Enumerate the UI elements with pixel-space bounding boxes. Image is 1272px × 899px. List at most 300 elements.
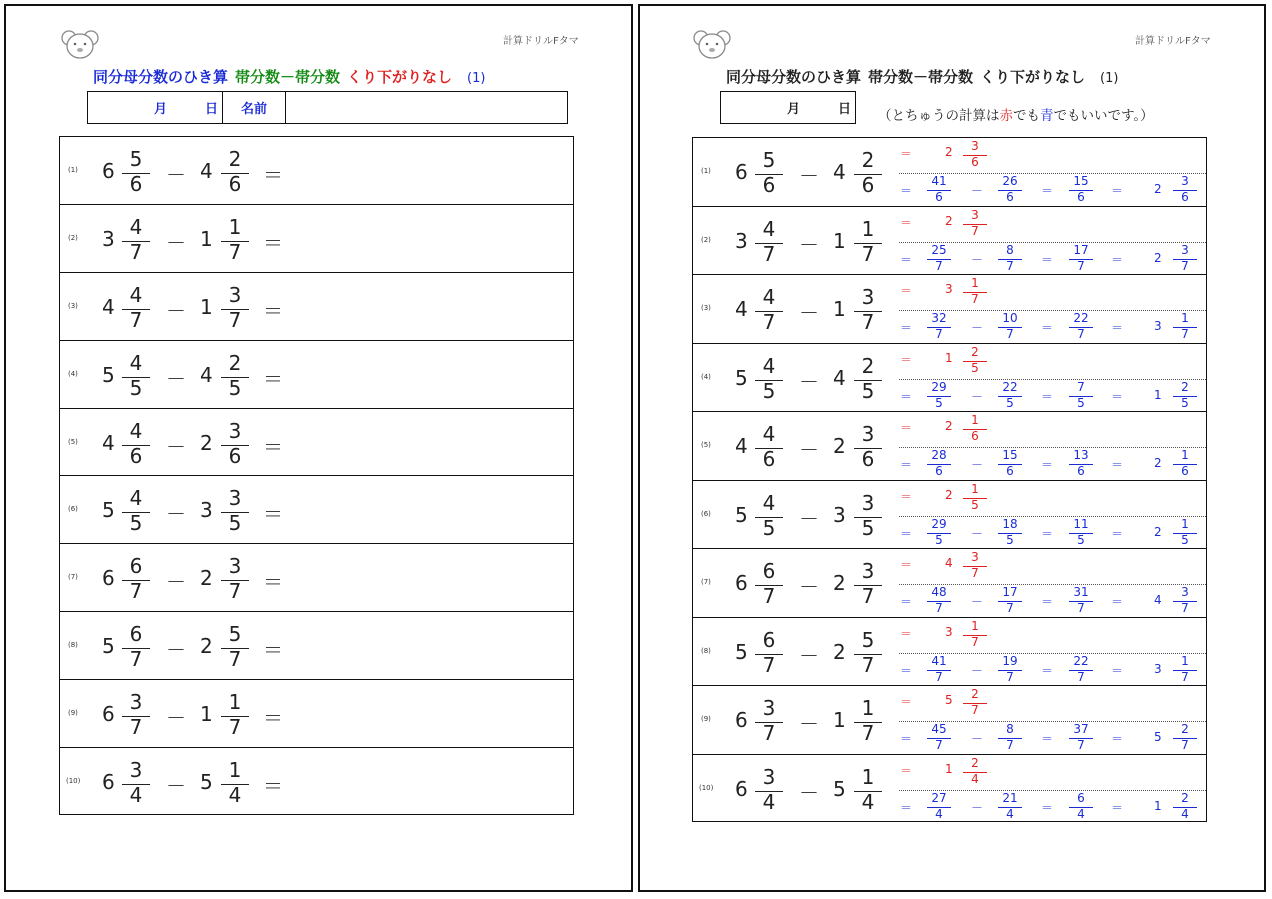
blue-equals: ＝ [900,595,913,610]
fraction-2 [854,422,882,472]
red-equals: ＝ [900,695,913,709]
fraction-denominator: 6 [1077,190,1085,205]
whole-number: 5 [102,498,115,523]
improper-fraction-2 [998,449,1022,479]
fraction-denominator: 6 [1006,464,1014,479]
fraction-1 [122,147,150,197]
result-fraction [1069,175,1093,205]
fraction-numerator: 4 [129,418,143,443]
fraction-numerator: 1 [1181,653,1189,668]
fraction-numerator: 4 [762,422,776,447]
fraction-denominator: 4 [935,806,943,821]
improper-fraction-1 [927,449,951,479]
equals-sign: ＝ [263,298,283,323]
problem-number: (8) [68,641,78,650]
red-fraction [963,140,987,170]
fraction-numerator: 3 [861,490,875,515]
title-part-3: くり下がりなし [347,68,453,86]
fraction-2 [221,419,249,469]
result-fraction [1069,792,1093,822]
fraction-numerator: 3 [228,418,242,443]
fraction-1 [122,419,150,469]
fraction-numerator: 25 [931,242,947,257]
fraction-denominator: 6 [1077,464,1085,479]
fraction-denominator: 5 [1006,532,1014,547]
whole-number: 5 [102,634,115,659]
fraction-denominator: 4 [228,783,242,808]
fraction-denominator: 7 [129,307,143,332]
minus-sign: － [166,502,186,527]
whole-number: 3 [200,498,213,523]
problem-row [693,344,1206,413]
fraction-numerator: 7 [1077,379,1085,394]
fraction-denominator: 7 [762,721,776,746]
whole-number: 5 [200,770,213,795]
fraction-numerator: 2 [971,344,979,359]
problem-number: (8) [701,646,711,655]
improper-fraction-1 [927,655,951,685]
fraction-numerator: 13 [1073,448,1089,463]
improper-fraction-2 [998,312,1022,342]
problem-row [60,680,573,748]
answer-title [726,66,1125,87]
minus-sign: － [799,712,819,737]
minus-sign: － [166,774,186,799]
improper-fraction-2 [998,175,1022,205]
blue-minus: － [971,595,984,610]
problem-row [60,409,573,477]
fraction-denominator: 7 [861,652,875,677]
problem-number: (9) [68,709,78,718]
fraction-numerator: 1 [861,216,875,241]
whole-number: 1 [200,294,213,319]
fraction-2 [854,354,882,404]
result-fraction [1069,312,1093,342]
fraction-numerator: 6 [762,627,776,652]
answer-fraction [1173,312,1197,342]
blue-equals: ＝ [1111,389,1124,404]
problem-number: (1) [701,167,711,176]
fraction-2 [221,690,249,740]
fraction-1 [755,217,783,267]
fraction-2 [221,351,249,401]
fraction-denominator: 7 [1077,738,1085,753]
fraction-numerator: 1 [971,413,979,427]
blue-equals: ＝ [1041,321,1054,336]
problem-row [693,207,1206,276]
red-equals: ＝ [900,421,913,435]
blue-minus: － [971,252,984,267]
fraction-1 [122,486,150,536]
minus-sign: － [166,706,186,731]
name-field[interactable] [286,92,567,123]
whole-number: 6 [102,566,115,591]
fraction-denominator: 6 [1006,190,1014,205]
fraction-denominator: 7 [1006,258,1014,273]
answer-whole: 1 [1154,798,1162,813]
whole-number: 4 [833,365,846,390]
fraction-denominator: 7 [1077,669,1085,684]
fraction-numerator: 8 [1006,722,1014,737]
red-fraction [963,209,987,239]
blue-equals: ＝ [1111,526,1124,541]
whole-number: 2 [833,571,846,596]
whole-number: 2 [200,566,213,591]
problem-number: (6) [68,505,78,514]
month-label: 月 [153,102,167,117]
fraction-numerator: 29 [931,379,947,394]
whole-number: 6 [735,571,748,596]
fraction-denominator: 7 [129,239,143,264]
fraction-numerator: 2 [971,755,979,770]
bear-logo-icon [692,28,732,60]
fraction-numerator: 4 [129,214,143,239]
problem-number: (2) [68,233,78,242]
equals-sign: ＝ [263,230,283,255]
red-fraction [963,688,987,718]
fraction-2 [854,217,882,267]
improper-fraction-1 [927,723,951,753]
answer-whole: 2 [1154,182,1162,197]
whole-number: 6 [102,158,115,183]
fraction-2 [854,285,882,335]
red-fraction [963,346,987,376]
fraction-numerator: 2 [1181,379,1189,394]
problem-row [693,412,1206,481]
fraction-2 [221,147,249,197]
improper-fraction-1 [927,312,951,342]
fraction-denominator: 7 [762,310,776,335]
answer-whole: 2 [1154,456,1162,471]
red-whole: 2 [945,487,953,502]
fraction-2 [221,283,249,333]
improper-fraction-1 [927,518,951,548]
whole-number: 1 [200,226,213,251]
improper-fraction-1 [927,381,951,411]
problem-number: (3) [701,304,711,313]
fraction-numerator: 3 [129,690,143,715]
answer-fraction [1173,655,1197,685]
fraction-denominator: 7 [861,241,875,266]
fraction-denominator: 5 [935,395,943,410]
red-fraction [963,483,987,513]
fraction-denominator: 4 [1006,806,1014,821]
whole-number: 6 [735,160,748,185]
fraction-numerator: 22 [1073,311,1089,326]
blue-equals: ＝ [1111,184,1124,199]
fraction-numerator: 1 [971,276,979,290]
fraction-2 [221,758,249,808]
blue-minus: － [971,321,984,336]
improper-fraction-1 [927,244,951,274]
fraction-1 [755,628,783,678]
date-cell[interactable] [88,92,223,123]
fraction-numerator: 1 [861,764,875,789]
fraction-numerator: 6 [762,559,776,584]
whole-number: 5 [735,365,748,390]
fraction-denominator: 4 [1181,806,1189,821]
fraction-numerator: 5 [129,146,143,171]
fraction-denominator: 5 [1077,395,1085,410]
blue-equals: ＝ [1041,663,1054,678]
fraction-numerator: 48 [931,585,947,600]
blue-equals: ＝ [900,389,913,404]
red-fraction [963,551,987,581]
fraction-denominator: 7 [971,223,979,238]
minus-sign: － [799,780,819,805]
fraction-denominator: 7 [861,310,875,335]
result-fraction [1069,586,1093,616]
fraction-1 [755,559,783,609]
fraction-numerator: 3 [1181,174,1189,189]
whole-number: 3 [833,502,846,527]
fraction-numerator: 5 [228,622,242,647]
blue-equals: ＝ [900,184,913,199]
red-equals: ＝ [900,626,913,641]
fraction-numerator: 4 [129,486,143,511]
whole-number: 1 [833,297,846,322]
blue-equals: ＝ [1111,800,1124,815]
fraction-denominator: 5 [762,378,776,403]
problem-row [693,275,1206,344]
fraction-denominator: 7 [1006,327,1014,342]
red-whole: 4 [945,556,953,570]
fraction-2 [854,559,882,609]
red-whole: 2 [945,419,953,433]
fraction-numerator: 6 [129,554,143,579]
fraction-numerator: 3 [762,696,776,721]
problem-row [60,341,573,409]
fraction-numerator: 3 [228,282,242,307]
answer-fraction [1173,723,1197,753]
whole-number: 4 [735,297,748,322]
fraction-denominator: 5 [228,511,242,536]
result-fraction [1069,723,1093,753]
improper-fraction-2 [998,586,1022,616]
fraction-numerator: 8 [1006,242,1014,257]
fraction-denominator: 6 [935,190,943,205]
fraction-denominator: 7 [971,703,979,717]
whole-number: 5 [735,639,748,664]
fraction-2 [854,765,882,815]
fraction-numerator: 6 [129,622,143,647]
result-fraction [1069,655,1093,685]
fraction-1 [122,215,150,265]
red-equals: ＝ [900,284,913,298]
blue-equals: ＝ [1111,252,1124,267]
problem-number: (9) [701,715,711,724]
fraction-numerator: 22 [1002,379,1018,394]
fraction-numerator: 28 [931,448,947,463]
problem-number: (7) [68,573,78,582]
note-text: （とちゅうの計算は [878,108,1000,124]
blue-equals: ＝ [900,321,913,336]
result-fraction [1069,449,1093,479]
fraction-numerator: 1 [1181,311,1189,326]
title-part-4: (1) [467,71,486,86]
fraction-denominator: 6 [861,447,875,472]
whole-number: 1 [833,228,846,253]
date-box[interactable] [720,91,856,124]
blue-minus: － [971,458,984,473]
whole-number: 2 [200,634,213,659]
red-whole: 2 [945,145,953,159]
problem-row [60,273,573,341]
worksheet-page [4,4,633,892]
fraction-1 [122,758,150,808]
problem-number: (4) [701,372,711,381]
whole-number: 4 [200,158,213,183]
fraction-numerator: 4 [129,282,143,307]
answer-whole: 2 [1154,250,1162,265]
fraction-numerator: 3 [129,758,143,783]
red-whole: 2 [945,213,953,228]
minus-sign: － [166,638,186,663]
whole-number: 3 [735,228,748,253]
blue-equals: ＝ [1041,389,1054,404]
fraction-numerator: 11 [1073,516,1089,531]
fraction-numerator: 5 [762,148,776,173]
red-equals: ＝ [900,215,913,230]
problem-number: (4) [68,369,78,378]
fraction-denominator: 5 [129,511,143,536]
brand-text: 計算ドリルFタマ [503,36,579,47]
name-date-box [87,91,568,124]
fraction-denominator: 5 [861,378,875,403]
fraction-numerator: 18 [1002,516,1018,531]
blue-minus: － [971,184,984,199]
problem-row [693,481,1206,550]
fraction-numerator: 3 [971,207,979,222]
fraction-denominator: 4 [762,789,776,814]
fraction-1 [755,765,783,815]
fraction-denominator: 5 [971,360,979,375]
fraction-denominator: 6 [762,173,776,198]
fraction-numerator: 2 [861,148,875,173]
problem-row [60,477,573,545]
fraction-numerator: 2 [1181,790,1189,805]
problem-row [693,549,1206,618]
whole-number: 4 [735,434,748,459]
blue-equals: ＝ [1041,526,1054,541]
fraction-numerator: 1 [1181,448,1189,463]
red-equals: ＝ [900,352,913,367]
problem-number: (7) [701,578,711,587]
fraction-denominator: 4 [1077,806,1085,821]
fraction-denominator: 7 [935,601,943,616]
fraction-denominator: 7 [228,307,242,332]
fraction-numerator: 3 [971,139,979,153]
problem-number: (1) [68,165,78,174]
fraction-numerator: 26 [1002,174,1018,189]
answer-fraction [1173,586,1197,616]
minus-sign: － [799,575,819,600]
fraction-numerator: 17 [1002,585,1018,600]
fraction-denominator: 7 [129,715,143,740]
problem-row [60,748,573,816]
fraction-numerator: 15 [1073,174,1089,189]
fraction-denominator: 7 [762,241,776,266]
fraction-denominator: 7 [129,579,143,604]
minus-sign: － [166,570,186,595]
blue-equals: ＝ [1041,458,1054,473]
fraction-numerator: 6 [1077,790,1085,805]
problem-row [693,686,1206,755]
note-blue-word: 青 [1040,108,1054,124]
fraction-1 [122,351,150,401]
fraction-numerator: 1 [228,758,242,783]
fraction-denominator: 7 [971,634,979,649]
whole-number: 3 [102,226,115,251]
blue-minus: － [971,800,984,815]
fraction-numerator: 10 [1002,311,1018,326]
improper-fraction-2 [998,518,1022,548]
answer-whole: 2 [1154,524,1162,539]
fraction-denominator: 6 [1181,464,1189,479]
fraction-denominator: 6 [228,171,242,196]
note-red-word: 赤 [999,108,1013,124]
fraction-denominator: 7 [228,715,242,740]
fraction-denominator: 6 [971,429,979,443]
red-whole: 5 [945,693,953,707]
minus-sign: － [166,162,186,187]
fraction-denominator: 5 [228,375,242,400]
fraction-denominator: 7 [1181,327,1189,342]
fraction-denominator: 7 [228,239,242,264]
fraction-numerator: 41 [931,653,947,668]
fraction-numerator: 15 [1002,448,1018,463]
fraction-1 [122,554,150,604]
fraction-denominator: 7 [1181,601,1189,616]
minus-sign: － [799,369,819,394]
fraction-1 [122,283,150,333]
fraction-denominator: 6 [971,155,979,169]
note-text: でも [1013,108,1040,124]
fraction-numerator: 1 [228,214,242,239]
minus-sign: － [799,438,819,463]
fraction-numerator: 2 [228,350,242,375]
fraction-2 [854,628,882,678]
blue-equals: ＝ [900,663,913,678]
problem-row [60,612,573,680]
blue-equals: ＝ [900,526,913,541]
minus-sign: － [799,232,819,257]
fraction-denominator: 7 [1181,669,1189,684]
blue-equals: ＝ [1041,184,1054,199]
fraction-1 [755,354,783,404]
fraction-2 [854,491,882,541]
equals-sign: ＝ [263,502,283,527]
improper-fraction-1 [927,792,951,822]
fraction-numerator: 19 [1002,653,1018,668]
fraction-2 [221,486,249,536]
red-whole: 1 [945,761,953,776]
blue-equals: ＝ [1041,732,1054,747]
improper-fraction-2 [998,655,1022,685]
fraction-numerator: 31 [1073,585,1089,600]
fraction-denominator: 5 [1077,532,1085,547]
fraction-denominator: 7 [228,579,242,604]
fraction-1 [755,422,783,472]
equals-sign: ＝ [263,162,283,187]
fraction-numerator: 3 [1181,585,1189,600]
fraction-denominator: 7 [1181,258,1189,273]
whole-number: 5 [833,776,846,801]
fraction-numerator: 17 [1073,242,1089,257]
fraction-numerator: 4 [762,490,776,515]
fraction-denominator: 7 [1006,738,1014,753]
fraction-denominator: 5 [1181,395,1189,410]
